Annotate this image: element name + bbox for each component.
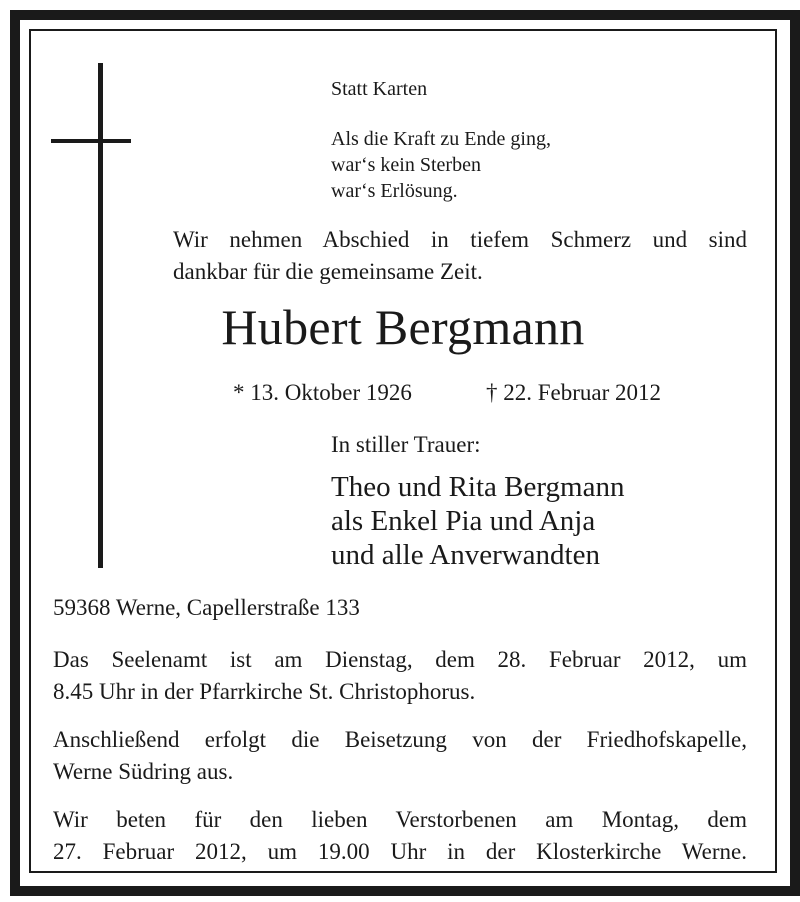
paragraph-line: 27. Februar 2012, um 19.00 Uhr in der Klosterkirche Werne. bbox=[53, 839, 747, 864]
family-line: Theo und Rita Bergmann bbox=[331, 471, 625, 503]
death-date: † 22. Februar 2012 bbox=[486, 380, 662, 405]
paragraph-line: Werne Südring aus. bbox=[53, 759, 234, 784]
obituary-notice bbox=[10, 10, 800, 896]
deceased-name: Hubert Bergmann bbox=[221, 299, 585, 355]
intro-line: Wir nehmen Abschied in tiefem Schmerz und sind bbox=[173, 227, 747, 252]
intro-line: dankbar für die gemeinsame Zeit. bbox=[173, 259, 483, 284]
verse-line: Als die Kraft zu Ende ging, bbox=[331, 128, 551, 150]
address: 59368 Werne, Capellerstraße 133 bbox=[53, 595, 360, 620]
paragraph-line: Das Seelenamt ist am Dienstag, dem 28. Februar 2012, um bbox=[53, 647, 747, 672]
paragraph-line: 8.45 Uhr in der Pfarrkirche St. Christophorus. bbox=[53, 679, 476, 704]
paragraph-line: Wir beten für den lieben Verstorbenen am Montag, dem bbox=[53, 807, 747, 832]
family-line: und alle Anverwandten bbox=[331, 539, 600, 571]
birth-date: * 13. Oktober 1926 bbox=[233, 380, 412, 405]
header-text: Statt Karten bbox=[331, 78, 428, 100]
mourning-label: In stiller Trauer: bbox=[331, 432, 481, 457]
paragraph-line: Anschließend erfolgt die Beisetzung von der Friedhofskapelle, bbox=[53, 727, 747, 752]
verse-line: war‘s Erlösung. bbox=[331, 180, 458, 202]
inner-frame bbox=[29, 29, 777, 873]
verse-line: war‘s kein Sterben bbox=[331, 154, 481, 176]
cross-icon-bar bbox=[51, 139, 131, 143]
family-line: als Enkel Pia und Anja bbox=[331, 505, 596, 537]
